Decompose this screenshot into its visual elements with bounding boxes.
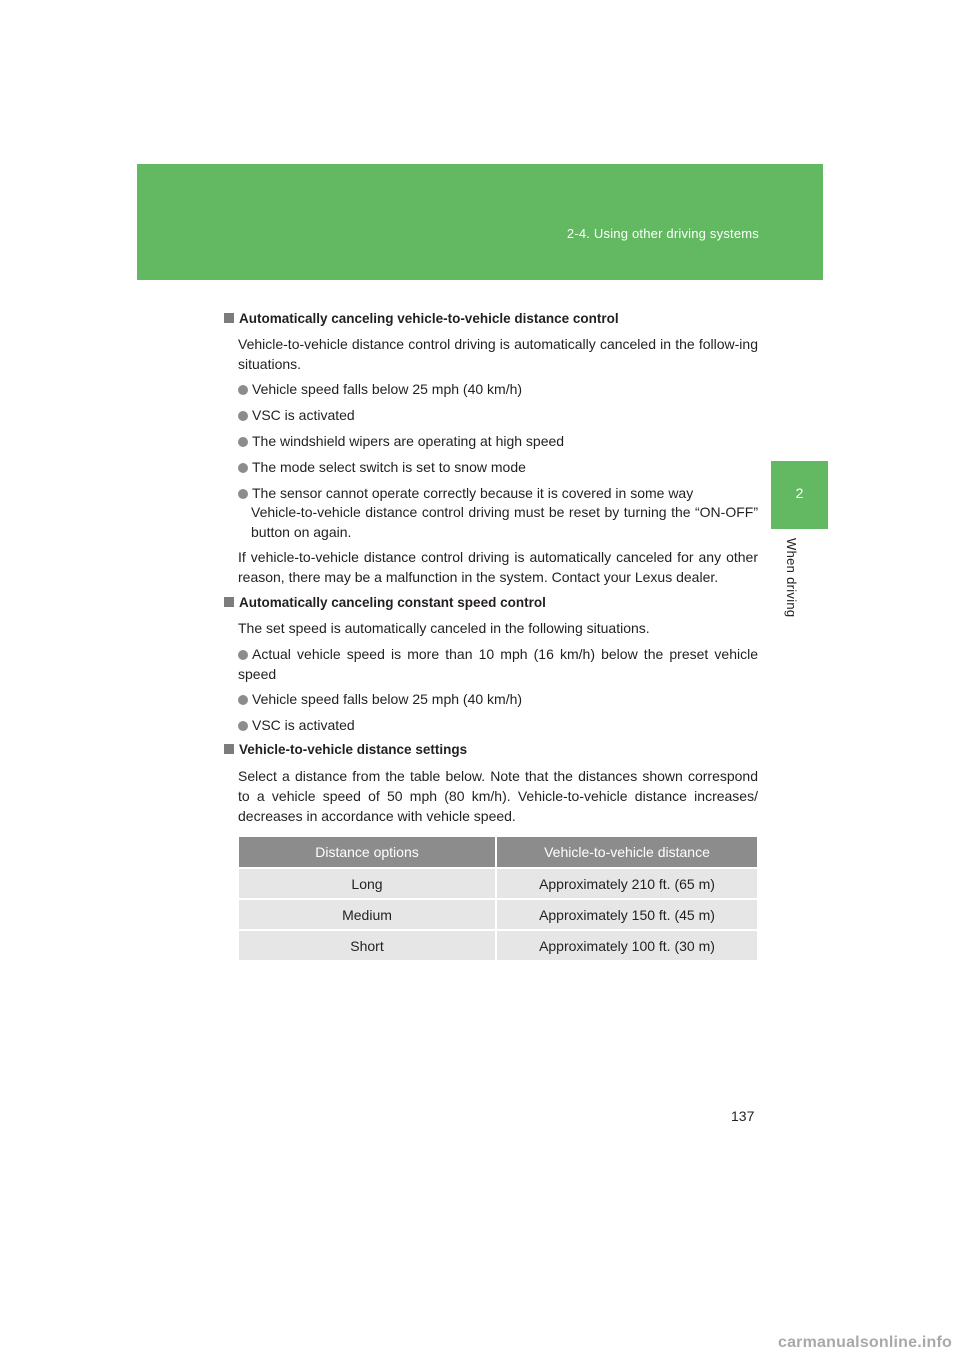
table-cell: Short (239, 930, 496, 960)
table-row (239, 899, 757, 930)
table-row (239, 868, 757, 899)
chapter-label: When driving (784, 538, 799, 618)
table-header-row (239, 837, 757, 868)
square-bullet-icon (224, 313, 234, 323)
section-title: 2-4. Using other driving systems (566, 226, 759, 241)
list-item: VSC is activated (238, 405, 758, 425)
paragraph: Select a distance from the table below. Note that the distances shown correspond to a vehicle speed of 50 mph (80 km/h). Vehicle-to-vehicle distance increases/ decreases in accordance with vehicle speed. (238, 768, 758, 824)
page-number: 137 (731, 1108, 755, 1124)
list-item: The sensor cannot operate correctly because it is covered in some way (238, 483, 758, 503)
table-cell: Approximately 210 ft. (65 m) (496, 868, 757, 899)
bullet-dot-icon (238, 463, 248, 473)
list-item: Actual vehicle speed is more than 10 mph (16 km/h) below the preset vehicle speed (238, 646, 758, 682)
header-band (137, 164, 823, 280)
list-item: Vehicle speed falls below 25 mph (40 km/h) (238, 689, 758, 709)
paragraph: Vehicle-to-vehicle distance control driving is automatically canceled in the follow-ing situations. (238, 336, 758, 372)
table-cell: Long (239, 868, 496, 899)
chapter-number: 2 (795, 485, 804, 501)
table-cell: Medium (239, 899, 496, 930)
section-heading: Automatically canceling vehicle-to-vehicle distance control (224, 309, 619, 329)
bullet-dot-icon (238, 721, 248, 731)
paragraph: If vehicle-to-vehicle distance control driving is automatically canceled for any other reason, there may be a malfunction in the system. Contact your Lexus dealer. (238, 549, 758, 585)
list-item: The windshield wipers are operating at high speed (238, 431, 758, 451)
table-row (239, 930, 757, 960)
list-item: The mode select switch is set to snow mode (238, 457, 758, 477)
column-header: Vehicle-to-vehicle distance (496, 837, 757, 868)
section-heading: Automatically canceling constant speed control (224, 593, 546, 613)
section-heading: Vehicle-to-vehicle distance settings (224, 740, 467, 760)
list-item: VSC is activated (238, 715, 758, 735)
square-bullet-icon (224, 744, 234, 754)
list-item: Vehicle speed falls below 25 mph (40 km/h) (238, 379, 758, 399)
bullet-dot-icon (238, 385, 248, 395)
distance-table (239, 837, 757, 960)
bullet-note: Vehicle-to-vehicle distance control driving must be reset by turning the “ON-OFF” button on again. (251, 504, 758, 540)
square-bullet-icon (224, 597, 234, 607)
table-cell: Approximately 100 ft. (30 m) (496, 930, 757, 960)
paragraph: The set speed is automatically canceled in the following situations. (238, 620, 650, 636)
bullet-dot-icon (238, 411, 248, 421)
footer-watermark[interactable]: carmanualsonline.info (777, 1334, 952, 1351)
column-header: Distance options (239, 837, 496, 868)
table-cell: Approximately 150 ft. (45 m) (496, 899, 757, 930)
bullet-dot-icon (238, 437, 248, 447)
bullet-dot-icon (238, 650, 248, 660)
bullet-dot-icon (238, 695, 248, 705)
chapter-tab (771, 461, 828, 529)
bullet-dot-icon (238, 489, 248, 499)
